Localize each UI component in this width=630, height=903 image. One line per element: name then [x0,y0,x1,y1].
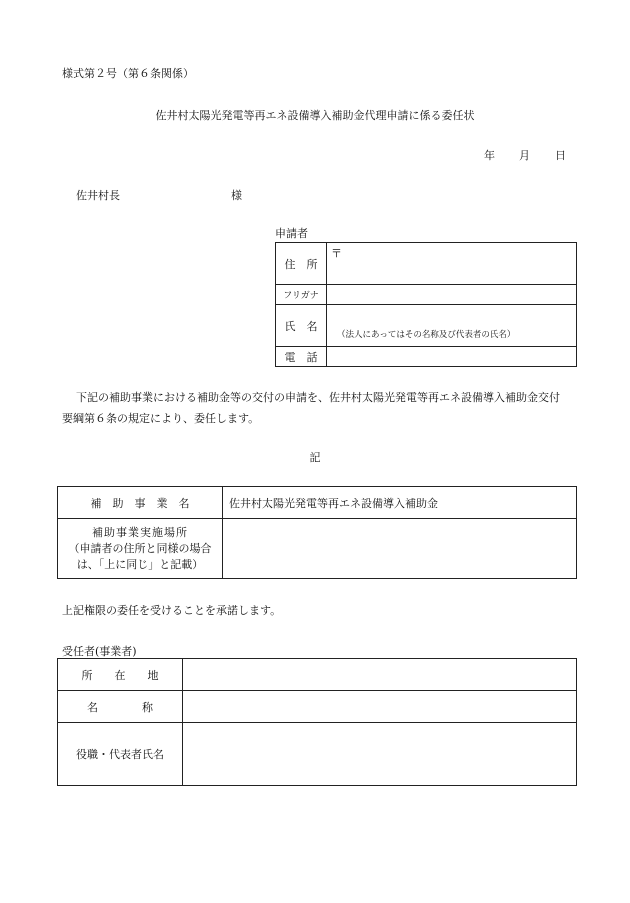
name-field[interactable] [327,305,577,347]
ki-heading: 記 [309,451,321,464]
project-location-note-line2: は、「上に同じ」と記載） [76,557,204,571]
project-name-label: 補 助 事 業 名 [58,487,223,519]
body-text-line2: 要綱第６条の規定により、委任します。 [62,412,260,425]
date-year-label: 年 [484,149,495,162]
applicant-heading: 申請者 [275,227,308,240]
furigana-label: フリガナ [276,285,327,305]
name-note: （法人にあってはその名称及び代表者の氏名） [337,330,516,340]
name-label: 氏 名 [276,305,327,347]
agent-name-field[interactable] [183,691,577,723]
phone-field[interactable] [327,347,577,367]
agent-table [57,658,577,786]
project-name-value: 佐井村太陽光発電等再エネ設備導入補助金 [223,487,577,519]
postal-mark: 〒 [331,247,342,260]
applicant-table [275,242,577,367]
date-day-label: 日 [555,149,566,162]
furigana-field[interactable] [327,285,577,305]
address-label: 住 所 [276,243,327,285]
agent-location-label: 所 在 地 [58,659,183,691]
agent-name-label: 名 称 [58,691,183,723]
project-location-field[interactable] [223,519,577,579]
address-field[interactable] [327,243,577,285]
body-text-line1: 下記の補助事業における補助金等の交付の申請を、佐井村太陽光発電等再エネ設備導入補助金交付 [76,391,560,404]
agent-representative-label: 役職・代表者氏名 [58,723,183,786]
project-location-note-line1: （申請者の住所と同様の場合 [68,541,212,555]
project-location-label: 補助事業実施場所 [92,525,188,539]
addressee-honorific: 様 [231,189,242,202]
project-location-label-cell [58,519,223,579]
agent-location-field[interactable] [183,659,577,691]
agent-representative-field[interactable] [183,723,577,786]
form-number: 様式第２号（第６条関係） [62,67,194,80]
agent-heading: 受任者(事業者) [62,645,137,658]
acceptance-text: 上記権限の委任を受けることを承諾します。 [62,604,282,617]
page-title: 佐井村太陽光発電等再エネ設備導入補助金代理申請に係る委任状 [155,109,475,122]
addressee-name: 佐井村長 [76,189,120,202]
phone-label: 電 話 [276,347,327,367]
date-month-label: 月 [519,149,530,162]
project-table [57,486,577,579]
